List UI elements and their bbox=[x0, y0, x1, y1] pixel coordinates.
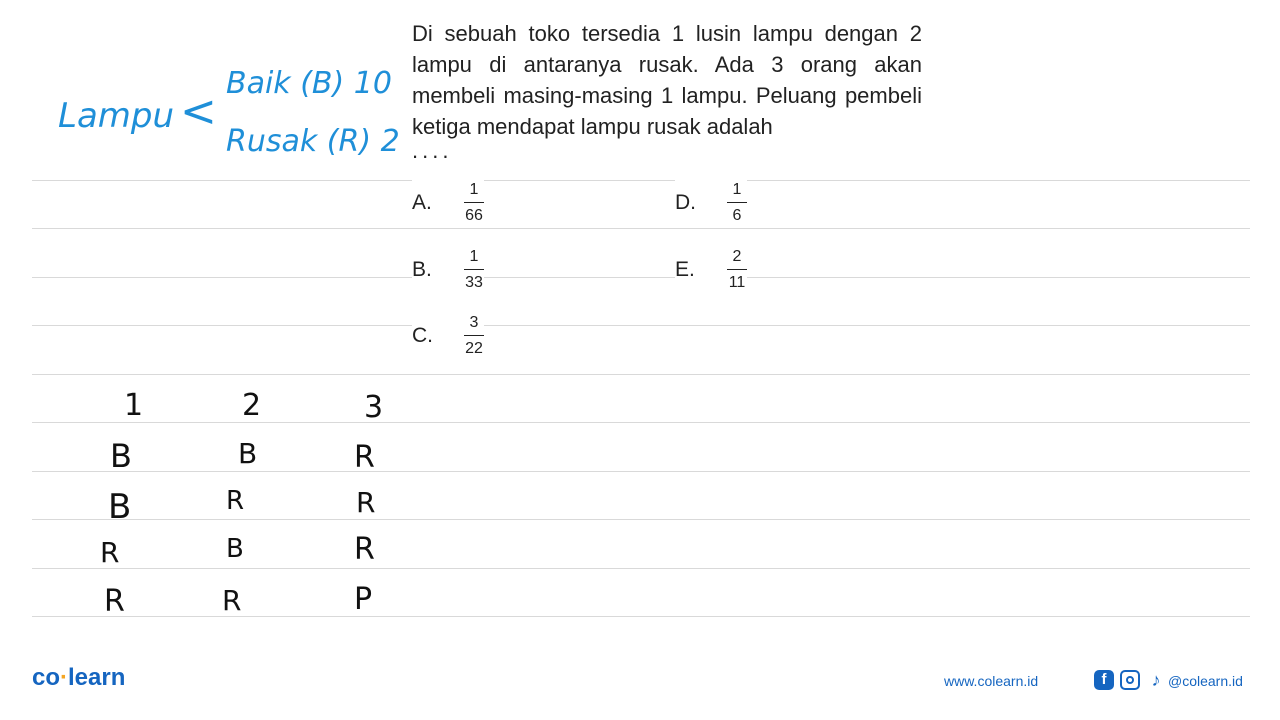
tiktok-icon[interactable]: ♪ bbox=[1151, 670, 1161, 690]
denominator: 11 bbox=[728, 274, 746, 291]
fraction-bar bbox=[464, 269, 484, 270]
numerator: 1 bbox=[469, 248, 479, 265]
table-cell: R bbox=[354, 532, 375, 567]
table-cell: R bbox=[226, 486, 245, 516]
table-cell: R bbox=[104, 584, 125, 619]
denominator: 66 bbox=[465, 207, 483, 224]
handwritten-rusak: Rusak (R) 2 bbox=[226, 124, 400, 159]
logo-learn: learn bbox=[68, 664, 126, 691]
option-fraction bbox=[727, 180, 747, 225]
logo-co: co bbox=[32, 664, 61, 691]
fraction-bar bbox=[727, 202, 747, 203]
website-link[interactable]: www.colearn.id bbox=[944, 673, 1039, 689]
option-fraction bbox=[727, 247, 747, 292]
ruled-line bbox=[32, 519, 1250, 520]
table-cell: R bbox=[100, 536, 120, 569]
ruled-line bbox=[32, 180, 1250, 181]
facebook-icon[interactable]: f bbox=[1094, 670, 1114, 690]
table-header-2: 2 bbox=[242, 388, 262, 423]
denominator: 22 bbox=[465, 340, 483, 357]
option-d[interactable] bbox=[675, 180, 747, 225]
option-letter: B. bbox=[412, 257, 432, 281]
option-fraction bbox=[464, 247, 484, 292]
option-fraction bbox=[464, 313, 484, 358]
ruled-line bbox=[32, 325, 1250, 326]
table-header-1: 1 bbox=[124, 388, 144, 423]
ruled-line bbox=[32, 374, 1250, 375]
table-cell: B bbox=[238, 437, 258, 470]
colearn-logo[interactable] bbox=[32, 664, 125, 692]
numerator: 3 bbox=[469, 314, 479, 331]
ruled-line bbox=[32, 471, 1250, 472]
table-cell: R bbox=[356, 486, 376, 519]
option-b[interactable] bbox=[412, 247, 484, 292]
question-text: Di sebuah toko tersedia 1 lusin lampu dengan 2 lampu di antaranya rusak. Ada 3 orang akan membeli masing-masing 1 lampu. Peluang pembeli ketiga mendapat lampu rusak adalah bbox=[412, 18, 922, 142]
option-letter: D. bbox=[675, 190, 696, 214]
option-letter: A. bbox=[412, 190, 432, 214]
table-header-3: 3 bbox=[364, 390, 384, 425]
table-cell: B bbox=[110, 437, 132, 475]
numerator: 1 bbox=[469, 181, 479, 198]
denominator: 33 bbox=[465, 274, 483, 291]
fraction-bar bbox=[727, 269, 747, 270]
option-a[interactable] bbox=[412, 180, 484, 225]
ruled-line bbox=[32, 277, 1250, 278]
ruled-line bbox=[32, 422, 1250, 423]
instagram-icon[interactable] bbox=[1120, 670, 1140, 690]
option-e[interactable] bbox=[675, 247, 747, 292]
numerator: 1 bbox=[732, 181, 742, 198]
table-cell: R bbox=[222, 584, 242, 617]
fraction-bar bbox=[464, 335, 484, 336]
denominator: 6 bbox=[732, 207, 742, 224]
option-fraction bbox=[464, 180, 484, 225]
table-cell: P bbox=[354, 582, 373, 617]
fraction-bar bbox=[464, 202, 484, 203]
option-letter: C. bbox=[412, 323, 433, 347]
handwritten-brace: < bbox=[180, 86, 217, 137]
handwritten-baik: Baik (B) 10 bbox=[226, 66, 392, 101]
numerator: 2 bbox=[732, 248, 742, 265]
logo-dot: · bbox=[60, 664, 69, 691]
ruled-line bbox=[32, 228, 1250, 229]
question-ellipsis: .... bbox=[412, 138, 453, 163]
table-cell: R bbox=[354, 440, 375, 475]
ruled-line bbox=[32, 568, 1250, 569]
table-cell: B bbox=[226, 534, 244, 564]
option-c[interactable] bbox=[412, 313, 484, 358]
option-letter: E. bbox=[675, 257, 695, 281]
table-cell: B bbox=[108, 487, 132, 527]
social-handle[interactable]: @colearn.id bbox=[1168, 673, 1243, 689]
ruled-line bbox=[32, 616, 1250, 617]
handwritten-lampu: Lampu bbox=[58, 96, 175, 136]
